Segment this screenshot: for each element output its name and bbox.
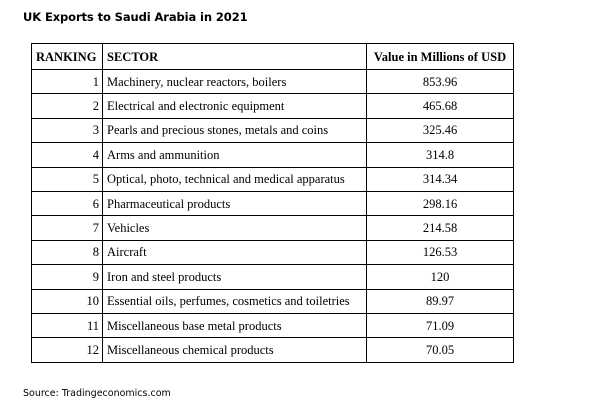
table-row (32, 167, 514, 191)
rank-cell: 8 (32, 240, 103, 264)
table-row (32, 265, 514, 289)
value-cell: 465.68 (367, 94, 514, 118)
page-title: UK Exports to Saudi Arabia in 2021 (23, 10, 248, 24)
table-row (32, 118, 514, 142)
value-cell: 89.97 (367, 289, 514, 313)
table-row (32, 240, 514, 264)
value-cell: 71.09 (367, 313, 514, 337)
table-row (32, 143, 514, 167)
rank-cell: 5 (32, 167, 103, 191)
sector-cell: Vehicles (103, 216, 367, 240)
rank-cell: 3 (32, 118, 103, 142)
sector-cell: Miscellaneous chemical products (103, 338, 367, 362)
value-cell: 314.34 (367, 167, 514, 191)
sector-cell: Optical, photo, technical and medical apparatus (103, 167, 367, 191)
sector-cell: Essential oils, perfumes, cosmetics and toiletries (103, 289, 367, 313)
rank-cell: 6 (32, 191, 103, 215)
rank-cell: 4 (32, 143, 103, 167)
sector-cell: Iron and steel products (103, 265, 367, 289)
rank-cell: 1 (32, 70, 103, 94)
table-row (32, 216, 514, 240)
value-cell: 298.16 (367, 191, 514, 215)
value-cell: 853.96 (367, 70, 514, 94)
table-row (32, 70, 514, 94)
table-row (32, 191, 514, 215)
sector-cell: Electrical and electronic equipment (103, 94, 367, 118)
header-ranking: RANKING (32, 44, 103, 70)
rank-cell: 2 (32, 94, 103, 118)
sector-cell: Pearls and precious stones, metals and coins (103, 118, 367, 142)
value-cell: 70.05 (367, 338, 514, 362)
rank-cell: 9 (32, 265, 103, 289)
value-cell: 214.58 (367, 216, 514, 240)
table-row (32, 338, 514, 362)
table-row (32, 289, 514, 313)
header-value: Value in Millions of USD (367, 44, 514, 70)
sector-cell: Pharmaceutical products (103, 191, 367, 215)
sector-cell: Miscellaneous base metal products (103, 313, 367, 337)
rank-cell: 10 (32, 289, 103, 313)
exports-table (31, 43, 514, 363)
sector-cell: Aircraft (103, 240, 367, 264)
rank-cell: 11 (32, 313, 103, 337)
rank-cell: 12 (32, 338, 103, 362)
sector-cell: Machinery, nuclear reactors, boilers (103, 70, 367, 94)
value-cell: 325.46 (367, 118, 514, 142)
value-cell: 120 (367, 265, 514, 289)
exports-table-container (31, 43, 514, 363)
source-note: Source: Tradingeconomics.com (23, 388, 171, 399)
value-cell: 314.8 (367, 143, 514, 167)
rank-cell: 7 (32, 216, 103, 240)
table-row (32, 94, 514, 118)
table-row (32, 313, 514, 337)
sector-cell: Arms and ammunition (103, 143, 367, 167)
table-header-row (32, 44, 514, 70)
value-cell: 126.53 (367, 240, 514, 264)
header-sector: SECTOR (103, 44, 367, 70)
